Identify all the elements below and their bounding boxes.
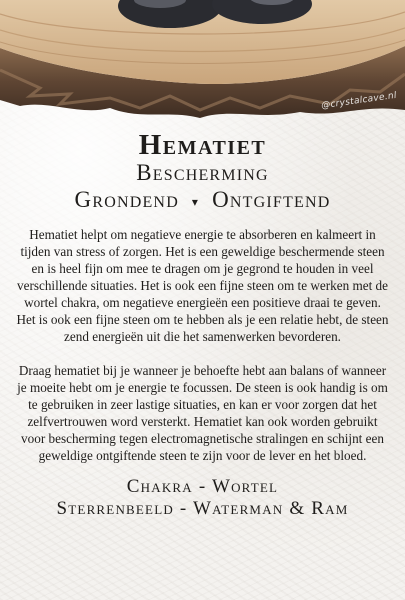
subtitle-grondend: Grondend — [74, 187, 179, 212]
triangle-separator-icon: ▾ — [191, 194, 200, 209]
card-subtitle-2 — [0, 186, 405, 216]
chakra-line: Chakra - Wortel — [126, 475, 279, 497]
zodiac-line: Sterrenbeeld - Waterman & Ram — [56, 497, 349, 519]
card-title: Hematiet — [138, 129, 267, 161]
gemstone-card — [0, 130, 405, 520]
subtitle-ontgiftend: Ontgiftend — [212, 187, 331, 212]
description-paragraph-2: Draag hematiet bij je wanneer je behoefte hebt aan balans of wanneer je moeite hebt om je energie te focussen. De steen is ook handig is om te gebruiken in zeer lastige situaties, en kan er voor zorgen dat het zelfvertrouwen word versterkt. Hematiet kan ook worden gebruikt voor bescherming tegen electromagnetische stralingen en schijnt een geweldige ontgiftende steen te zijn voor de lever en het bloed. — [17, 362, 388, 463]
card-subtitle-1: Bescherming — [136, 160, 269, 185]
watermark-text: @crystalcave.nl — [320, 90, 398, 112]
description-paragraph-1: Hematiet helpt om negatieve energie te absorberen en kalmeert in tijden van stress of zorgen. Het is een geweldige beschermende steen en is heel fijn om mee te dragen om je gegrond te houden in veel verschillende situaties. Het is ook een fijne steen om te werken met de wortel chakra, om negatieve energieën een positieve draai te geven. Het is ook een fijne steen om te hebben als je een relatie hebt, de steen zend energieën uit die het samenwerken bevorderen. — [16, 226, 389, 344]
